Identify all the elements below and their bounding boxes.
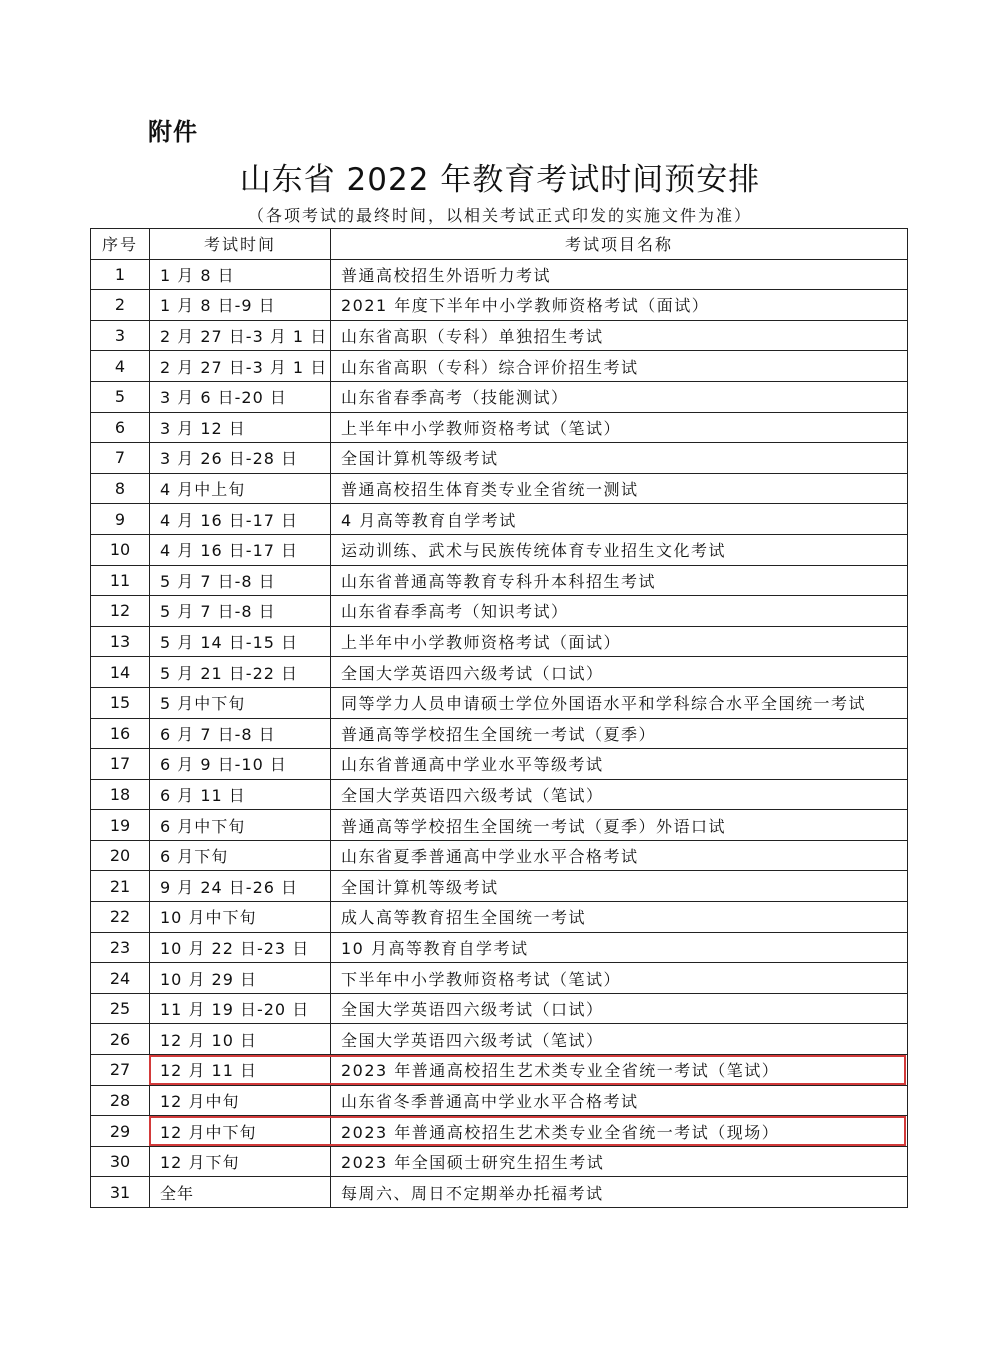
row-exam-time: 5 月 21 日-22 日 xyxy=(150,657,331,688)
table-row xyxy=(91,718,908,749)
row-number: 19 xyxy=(91,810,150,841)
header-serial-number: 序号 xyxy=(91,229,150,260)
row-exam-time: 5 月 7 日-8 日 xyxy=(150,596,331,627)
table-header-row xyxy=(91,229,908,260)
table-row xyxy=(91,749,908,780)
row-exam-name: 上半年中小学教师资格考试（面试） xyxy=(331,626,908,657)
row-number: 4 xyxy=(91,351,150,382)
row-exam-name: 全国大学英语四六级考试（笔试） xyxy=(331,779,908,810)
header-exam-name: 考试项目名称 xyxy=(331,229,908,260)
row-exam-time: 1 月 8 日-9 日 xyxy=(150,290,331,321)
row-exam-time: 12 月 10 日 xyxy=(150,1024,331,1055)
table-row xyxy=(91,687,908,718)
table-row xyxy=(91,840,908,871)
row-number: 15 xyxy=(91,687,150,718)
row-number: 24 xyxy=(91,963,150,994)
row-exam-name: 普通高校招生体育类专业全省统一测试 xyxy=(331,473,908,504)
row-number: 20 xyxy=(91,840,150,871)
row-number: 17 xyxy=(91,749,150,780)
row-exam-name: 同等学力人员申请硕士学位外国语水平和学科综合水平全国统一考试 xyxy=(331,687,908,718)
row-exam-name: 成人高等教育招生全国统一考试 xyxy=(331,902,908,933)
row-exam-time: 3 月 26 日-28 日 xyxy=(150,443,331,474)
row-number: 31 xyxy=(91,1177,150,1208)
row-number: 27 xyxy=(91,1055,150,1086)
row-number: 21 xyxy=(91,871,150,902)
row-exam-name: 山东省冬季普通高中学业水平合格考试 xyxy=(331,1085,908,1116)
row-exam-name: 全国计算机等级考试 xyxy=(331,871,908,902)
row-exam-name: 普通高等学校招生全国统一考试（夏季）外语口试 xyxy=(331,810,908,841)
row-number: 14 xyxy=(91,657,150,688)
document-title: 山东省 2022 年教育考试时间预安排 xyxy=(239,162,761,198)
table-row xyxy=(91,626,908,657)
row-exam-name: 运动训练、武术与民族传统体育专业招生文化考试 xyxy=(331,534,908,565)
row-number: 8 xyxy=(91,473,150,504)
table-row xyxy=(91,351,908,382)
table-row xyxy=(91,290,908,321)
row-exam-time: 12 月中下旬 xyxy=(150,1116,331,1147)
row-exam-time: 5 月 14 日-15 日 xyxy=(150,626,331,657)
row-exam-name: 全国大学英语四六级考试（口试） xyxy=(331,993,908,1024)
table-row xyxy=(91,443,908,474)
table-row xyxy=(91,1055,908,1086)
document-subtitle: （各项考试的最终时间，以相关考试正式印发的实施文件为准） xyxy=(247,206,752,225)
row-number: 5 xyxy=(91,381,150,412)
row-number: 3 xyxy=(91,320,150,351)
row-exam-time: 5 月中下旬 xyxy=(150,687,331,718)
row-number: 30 xyxy=(91,1146,150,1177)
table-row xyxy=(91,810,908,841)
row-exam-name: 全国大学英语四六级考试（口试） xyxy=(331,657,908,688)
row-exam-name: 全国大学英语四六级考试（笔试） xyxy=(331,1024,908,1055)
row-number: 12 xyxy=(91,596,150,627)
header-exam-time: 考试时间 xyxy=(150,229,331,260)
row-exam-name: 山东省普通高中学业水平等级考试 xyxy=(331,749,908,780)
row-exam-time: 12 月 11 日 xyxy=(150,1055,331,1086)
row-exam-time: 12 月下旬 xyxy=(150,1146,331,1177)
row-number: 28 xyxy=(91,1085,150,1116)
row-exam-time: 2 月 27 日-3 月 1 日 xyxy=(150,351,331,382)
row-number: 9 xyxy=(91,504,150,535)
row-number: 2 xyxy=(91,290,150,321)
row-exam-time: 10 月 22 日-23 日 xyxy=(150,932,331,963)
table-row xyxy=(91,565,908,596)
row-exam-time: 11 月 19 日-20 日 xyxy=(150,993,331,1024)
table-row xyxy=(91,381,908,412)
table-row xyxy=(91,779,908,810)
row-exam-time: 9 月 24 日-26 日 xyxy=(150,871,331,902)
table-row xyxy=(91,320,908,351)
row-exam-name: 4 月高等教育自学考试 xyxy=(331,504,908,535)
row-exam-time: 4 月中上旬 xyxy=(150,473,331,504)
table-row xyxy=(91,871,908,902)
row-exam-name: 2021 年度下半年中小学教师资格考试（面试） xyxy=(331,290,908,321)
table-row xyxy=(91,1146,908,1177)
row-number: 29 xyxy=(91,1116,150,1147)
table-row xyxy=(91,932,908,963)
table-row xyxy=(91,963,908,994)
row-number: 7 xyxy=(91,443,150,474)
row-number: 26 xyxy=(91,1024,150,1055)
row-exam-name: 2023 年普通高校招生艺术类专业全省统一考试（笔试） xyxy=(331,1055,908,1086)
table-row xyxy=(91,657,908,688)
table-row xyxy=(91,596,908,627)
row-exam-time: 12 月中旬 xyxy=(150,1085,331,1116)
row-exam-name: 全国计算机等级考试 xyxy=(331,443,908,474)
row-exam-time: 3 月 12 日 xyxy=(150,412,331,443)
row-exam-name: 每周六、周日不定期举办托福考试 xyxy=(331,1177,908,1208)
row-exam-name: 普通高等学校招生全国统一考试（夏季） xyxy=(331,718,908,749)
row-number: 13 xyxy=(91,626,150,657)
table-row xyxy=(91,993,908,1024)
row-exam-name: 山东省高职（专科）单独招生考试 xyxy=(331,320,908,351)
row-exam-time: 10 月 29 日 xyxy=(150,963,331,994)
row-exam-name: 10 月高等教育自学考试 xyxy=(331,932,908,963)
row-exam-time: 1 月 8 日 xyxy=(150,259,331,290)
table-row xyxy=(91,1177,908,1208)
table-row xyxy=(91,1085,908,1116)
row-exam-name: 山东省春季高考（知识考试） xyxy=(331,596,908,627)
table-row xyxy=(91,412,908,443)
row-exam-time: 2 月 27 日-3 月 1 日 xyxy=(150,320,331,351)
row-number: 11 xyxy=(91,565,150,596)
row-exam-time: 全年 xyxy=(150,1177,331,1208)
row-number: 22 xyxy=(91,902,150,933)
row-exam-name: 2023 年全国硕士研究生招生考试 xyxy=(331,1146,908,1177)
row-exam-time: 6 月 11 日 xyxy=(150,779,331,810)
row-exam-name: 下半年中小学教师资格考试（笔试） xyxy=(331,963,908,994)
row-exam-name: 山东省普通高等教育专科升本科招生考试 xyxy=(331,565,908,596)
row-number: 18 xyxy=(91,779,150,810)
row-exam-name: 山东省高职（专科）综合评价招生考试 xyxy=(331,351,908,382)
row-exam-time: 6 月 7 日-8 日 xyxy=(150,718,331,749)
table-row xyxy=(91,504,908,535)
table-row xyxy=(91,1024,908,1055)
row-number: 1 xyxy=(91,259,150,290)
row-exam-time: 6 月 9 日-10 日 xyxy=(150,749,331,780)
row-exam-time: 4 月 16 日-17 日 xyxy=(150,534,331,565)
table-row xyxy=(91,1116,908,1147)
table-row xyxy=(91,259,908,290)
row-number: 25 xyxy=(91,993,150,1024)
row-exam-time: 10 月中下旬 xyxy=(150,902,331,933)
row-exam-time: 6 月中下旬 xyxy=(150,810,331,841)
row-exam-time: 6 月下旬 xyxy=(150,840,331,871)
row-exam-time: 3 月 6 日-20 日 xyxy=(150,381,331,412)
row-number: 10 xyxy=(91,534,150,565)
row-exam-name: 山东省春季高考（技能测试） xyxy=(331,381,908,412)
table-row xyxy=(91,473,908,504)
table-row xyxy=(91,902,908,933)
attachment-label: 附件 xyxy=(148,118,198,146)
row-number: 23 xyxy=(91,932,150,963)
table-row xyxy=(91,534,908,565)
row-exam-time: 4 月 16 日-17 日 xyxy=(150,504,331,535)
row-exam-name: 上半年中小学教师资格考试（笔试） xyxy=(331,412,908,443)
row-exam-name: 普通高校招生外语听力考试 xyxy=(331,259,908,290)
row-number: 16 xyxy=(91,718,150,749)
row-exam-name: 山东省夏季普通高中学业水平合格考试 xyxy=(331,840,908,871)
row-exam-time: 5 月 7 日-8 日 xyxy=(150,565,331,596)
exam-schedule-table xyxy=(90,228,908,1208)
row-number: 6 xyxy=(91,412,150,443)
row-exam-name: 2023 年普通高校招生艺术类专业全省统一考试（现场） xyxy=(331,1116,908,1147)
